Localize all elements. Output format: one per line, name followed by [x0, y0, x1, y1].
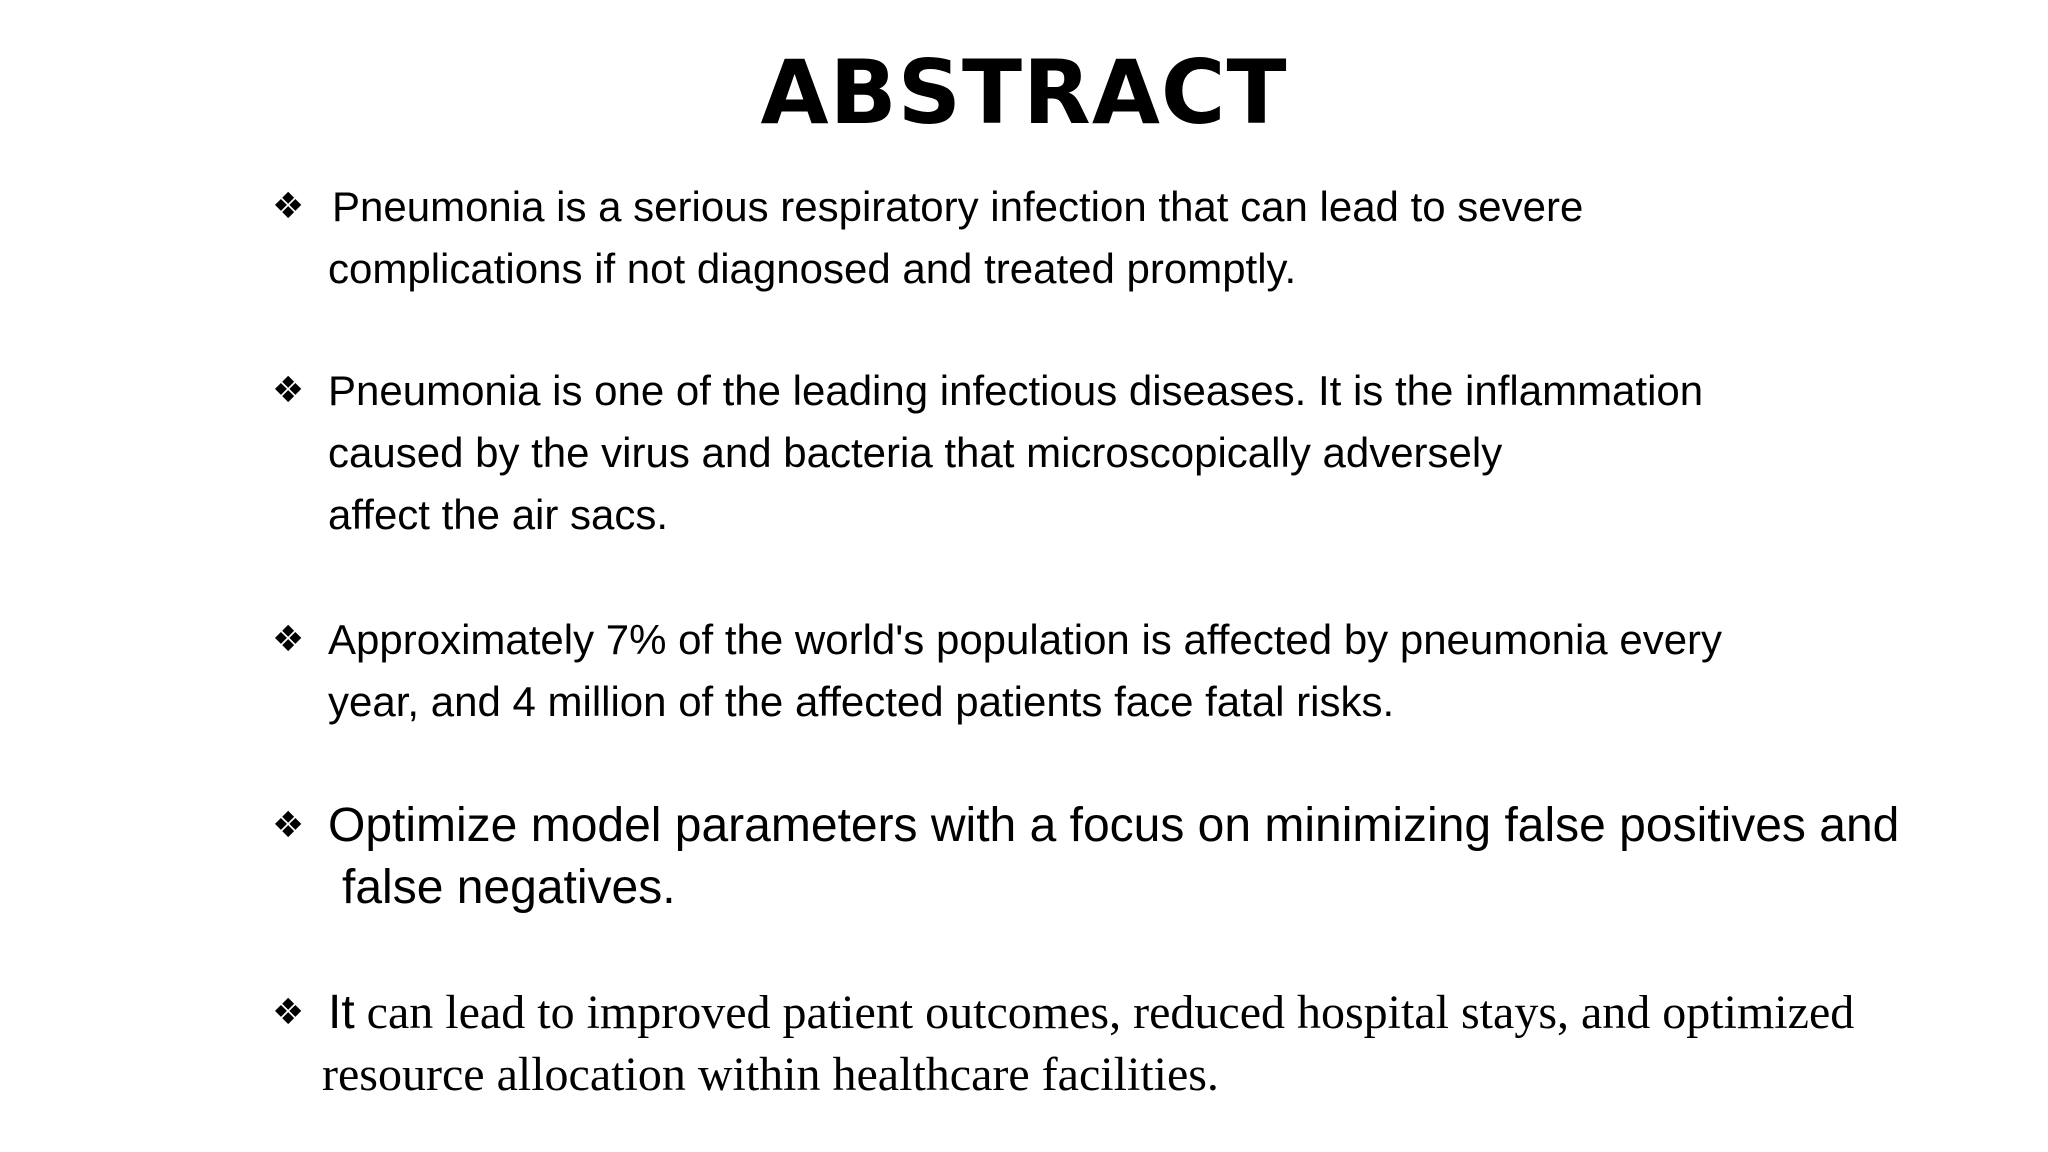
bullet-text [272, 176, 2032, 300]
bullet-line: affect the air sacs. [328, 491, 669, 538]
bullet-text [272, 360, 2032, 546]
bullet-line: caused by the virus and bacteria that microscopically adversely [328, 429, 1503, 476]
bullet-diamond-icon: ❖ [272, 370, 305, 411]
bullet-item [272, 609, 2032, 733]
bullet-text [272, 982, 2032, 1106]
bullet-line: false negatives. [342, 861, 676, 914]
bullet-line [328, 982, 2032, 1044]
slide-title: ABSTRACT [760, 41, 1288, 144]
bullet-line: Approximately 7% of the world's population is affected by pneumonia every [328, 616, 1723, 663]
bullet-line: resource allocation within healthcare facilities. [322, 1048, 1219, 1101]
bullet-item [272, 360, 2032, 546]
bullet-line: Pneumonia is one of the leading infectious diseases. It is the inflammation [328, 367, 1704, 414]
bullet-line: complications if not diagnosed and treated promptly. [328, 245, 1297, 292]
bullet-line-rest: can lead to improved patient outcomes, reduced hospital stays, and optimized [354, 986, 1855, 1039]
bullet-diamond-icon: ❖ [272, 619, 305, 660]
bullet-item [272, 176, 2032, 300]
bullet-text [272, 795, 2032, 919]
bullet-item [272, 982, 2032, 1106]
bullet-item [272, 795, 2032, 919]
bullet-line: Optimize model parameters with a focus on minimizing false positives and [328, 799, 1900, 852]
bullet-lead-word: It [328, 986, 355, 1039]
bullet-diamond-icon: ❖ [272, 992, 305, 1033]
bullet-diamond-icon: ❖ [272, 186, 305, 227]
bullet-line: year, and 4 million of the affected patients face fatal risks. [328, 678, 1395, 725]
bullet-text [272, 609, 2032, 733]
bullet-line: Pneumonia is a serious respiratory infection that can lead to severe [332, 183, 1584, 230]
bullet-diamond-icon: ❖ [272, 805, 305, 846]
